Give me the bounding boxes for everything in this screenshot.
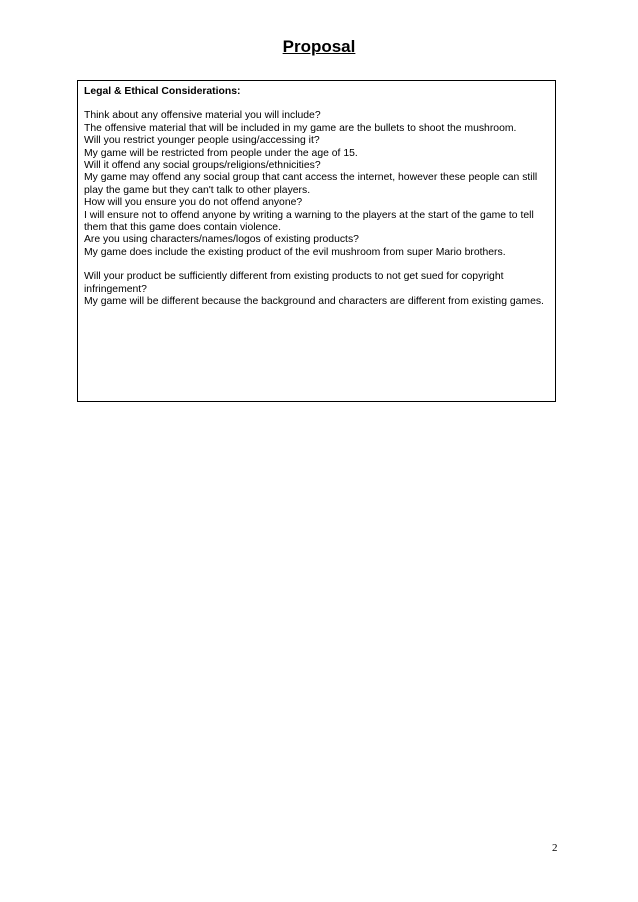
- considerations-box: [77, 80, 556, 402]
- section-heading: Legal & Ethical Considerations:: [84, 86, 241, 97]
- question-offensive-material: Think about any offensive material you will include?: [84, 110, 321, 122]
- question-copyright: Will your product be sufficiently different from existing products to not get sued for copyright infringement?: [84, 271, 507, 295]
- answer-copyright: My game will be different because the background and characters are different from existing games.: [84, 296, 544, 308]
- answer-ensure-not-offend: I will ensure not to offend anyone by writing a warning to the players at the start of the game to tell them that this game does contain violence.: [84, 209, 537, 234]
- page-number: 2: [552, 842, 558, 854]
- page-title: Proposal: [282, 37, 356, 56]
- answer-offensive-material: The offensive material that will be included in my game are the bullets to shoot the mushroom.: [84, 122, 517, 134]
- answer-offend-groups: My game may offend any social group that cant access the internet, however these people can still play the game but they can't talk to other players.: [84, 172, 541, 196]
- question-ensure-not-offend: How will you ensure you do not offend anyone?: [84, 197, 303, 209]
- question-offend-groups: Will it offend any social groups/religions/ethnicities?: [84, 160, 321, 172]
- question-restrict-younger: Will you restrict younger people using/accessing it?: [84, 135, 320, 147]
- answer-restrict-younger: My game will be restricted from people under the age of 15.: [84, 147, 358, 159]
- paragraph-gap: [84, 259, 549, 271]
- question-existing-products: Are you using characters/names/logos of existing products?: [84, 234, 359, 246]
- answer-existing-products: My game does include the existing product of the evil mushroom from super Mario brothers.: [84, 246, 506, 258]
